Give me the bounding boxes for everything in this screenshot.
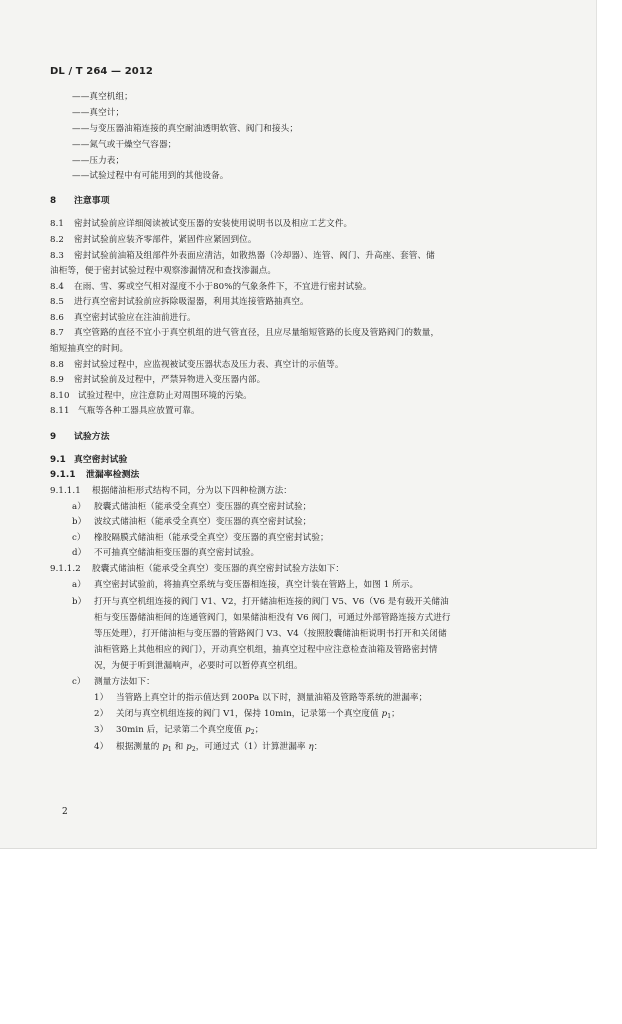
clause-8-10: 8.10 试验过程中，应注意防止对周围环境的污染。: [50, 391, 252, 401]
step-b-line: 况，为便于听到泄漏响声，必要时可以暂停真空机组。: [94, 661, 303, 671]
step-b-line: 油柜管路上其他相应的阀门），开动真空机组，抽真空过程中应注意检查油箱及管路密封情: [94, 645, 438, 655]
substep-2: 2） 关闭与真空机组连接的阀门 V1，保持 10min，记录第一个真空度值 $p_1$；: [94, 709, 400, 720]
substep-3: 3） 30min 后，记录第二个真空度值 $p_2$；: [94, 725, 264, 736]
substep-1: 1） 当管路上真空计的指示值达到 200Pa 以下时，测量油箱及管路等系统的泄漏率；: [94, 693, 428, 703]
heading-9-1-1: 9.1.1 泄漏率检测法: [50, 470, 140, 480]
equipment-item: ——真空计；: [72, 108, 125, 118]
clause-8-7-cont: 缩短抽真空的时间。: [50, 344, 129, 354]
clause-9-1-1-1: 9.1.1.1 根据储油柜形式结构不同，分为以下四种检测方法：: [50, 486, 292, 496]
clause-8-9: 8.9 密封试验前及过程中，严禁异物进入变压器内部。: [50, 375, 266, 385]
step-a: a） 真空密封试验前，将抽真空系统与变压器相连接，真空计装在管路上，如图 1 所示。: [72, 580, 419, 590]
document-code: DL / T 264 — 2012: [50, 66, 153, 77]
step-b: b） 打开与真空机组连接的阀门 V1、V2，打开储油柜连接的阀门 V5、V6（V6 是有载开关储油: [72, 597, 449, 607]
clause-8-1: 8.1 密封试验前应详细阅读被试变压器的安装使用说明书以及相应工艺文件。: [50, 219, 353, 229]
section-heading-9: 9 试验方法: [50, 432, 110, 442]
clause-8-3: 8.3 密封试验前油箱及组部件外表面应清洁，如散热器（冷却器）、连管、阀门、升高座、套管、储: [50, 251, 435, 261]
page-number: 2: [62, 807, 68, 817]
step-b-line: 柜与变压器储油柜间的连通管阀门，如果储油柜没有 V6 阀门，可通过外部管路连接方式进行: [94, 613, 451, 623]
heading-9-1: 9.1 真空密封试验: [50, 455, 128, 465]
clause-8-11: 8.11 气瓶等各种工器具应放置可靠。: [50, 406, 200, 416]
method-a: a） 胶囊式储油柜（能承受全真空）变压器的真空密封试验；: [72, 502, 312, 512]
clause-8-8: 8.8 密封试验过程中，应监视被试变压器状态及压力表、真空计的示值等。: [50, 360, 344, 370]
clause-8-2: 8.2 密封试验前应装齐零部件，紧固件应紧固到位。: [50, 235, 257, 245]
clause-8-6: 8.6 真空密封试验应在注油前进行。: [50, 313, 196, 323]
clause-8-4: 8.4 在雨、雪、雾或空气相对湿度不小于80%的气象条件下，不宜进行密封试验。: [50, 282, 372, 292]
clause-8-7: 8.7 真空管路的直径不宜小于真空机组的进气管直径，且应尽量缩短管路的长度及管路阀门的数量，: [50, 328, 440, 338]
step-c: c） 测量方法如下：: [72, 677, 155, 687]
equipment-item: ——真空机组；: [72, 92, 133, 102]
substep-4: 4） 根据测量的 $p_1$ 和 $p_2$，可通过式（1）计算泄漏率 η：: [94, 742, 323, 753]
section-heading-8: 8 注意事项: [50, 196, 110, 206]
method-b: b） 波纹式储油柜（能承受全真空）变压器的真空密封试验；: [72, 517, 312, 527]
clause-8-3-cont: 油柜等，便于密封试验过程中观察渗漏情况和查找渗漏点。: [50, 266, 277, 276]
equipment-item: ——氮气或干燥空气容器；: [72, 140, 177, 150]
clause-8-5: 8.5 进行真空密封试验前应拆除吸湿器，利用其连接管路抽真空。: [50, 297, 309, 307]
equipment-item: ——压力表；: [72, 156, 125, 166]
method-c: c） 橡胶隔膜式储油柜（能承受全真空）变压器的真空密封试验；: [72, 533, 329, 543]
step-b-line: 等压处理），打开储油柜与变压器的管路阀门 V3、V4（按照胶囊储油柜说明书打开和关闭储: [94, 629, 447, 639]
clause-9-1-1-2: 9.1.1.2 胶囊式储油柜（能承受全真空）变压器的真空密封试验方法如下：: [50, 564, 345, 574]
method-d: d） 不可抽真空储油柜变压器的真空密封试验。: [72, 548, 260, 558]
equipment-item: ——与变压器油箱连接的真空耐油透明软管、阀门和接头；: [72, 124, 299, 134]
equipment-item: ——试验过程中有可能用到的其他设备。: [72, 171, 229, 181]
